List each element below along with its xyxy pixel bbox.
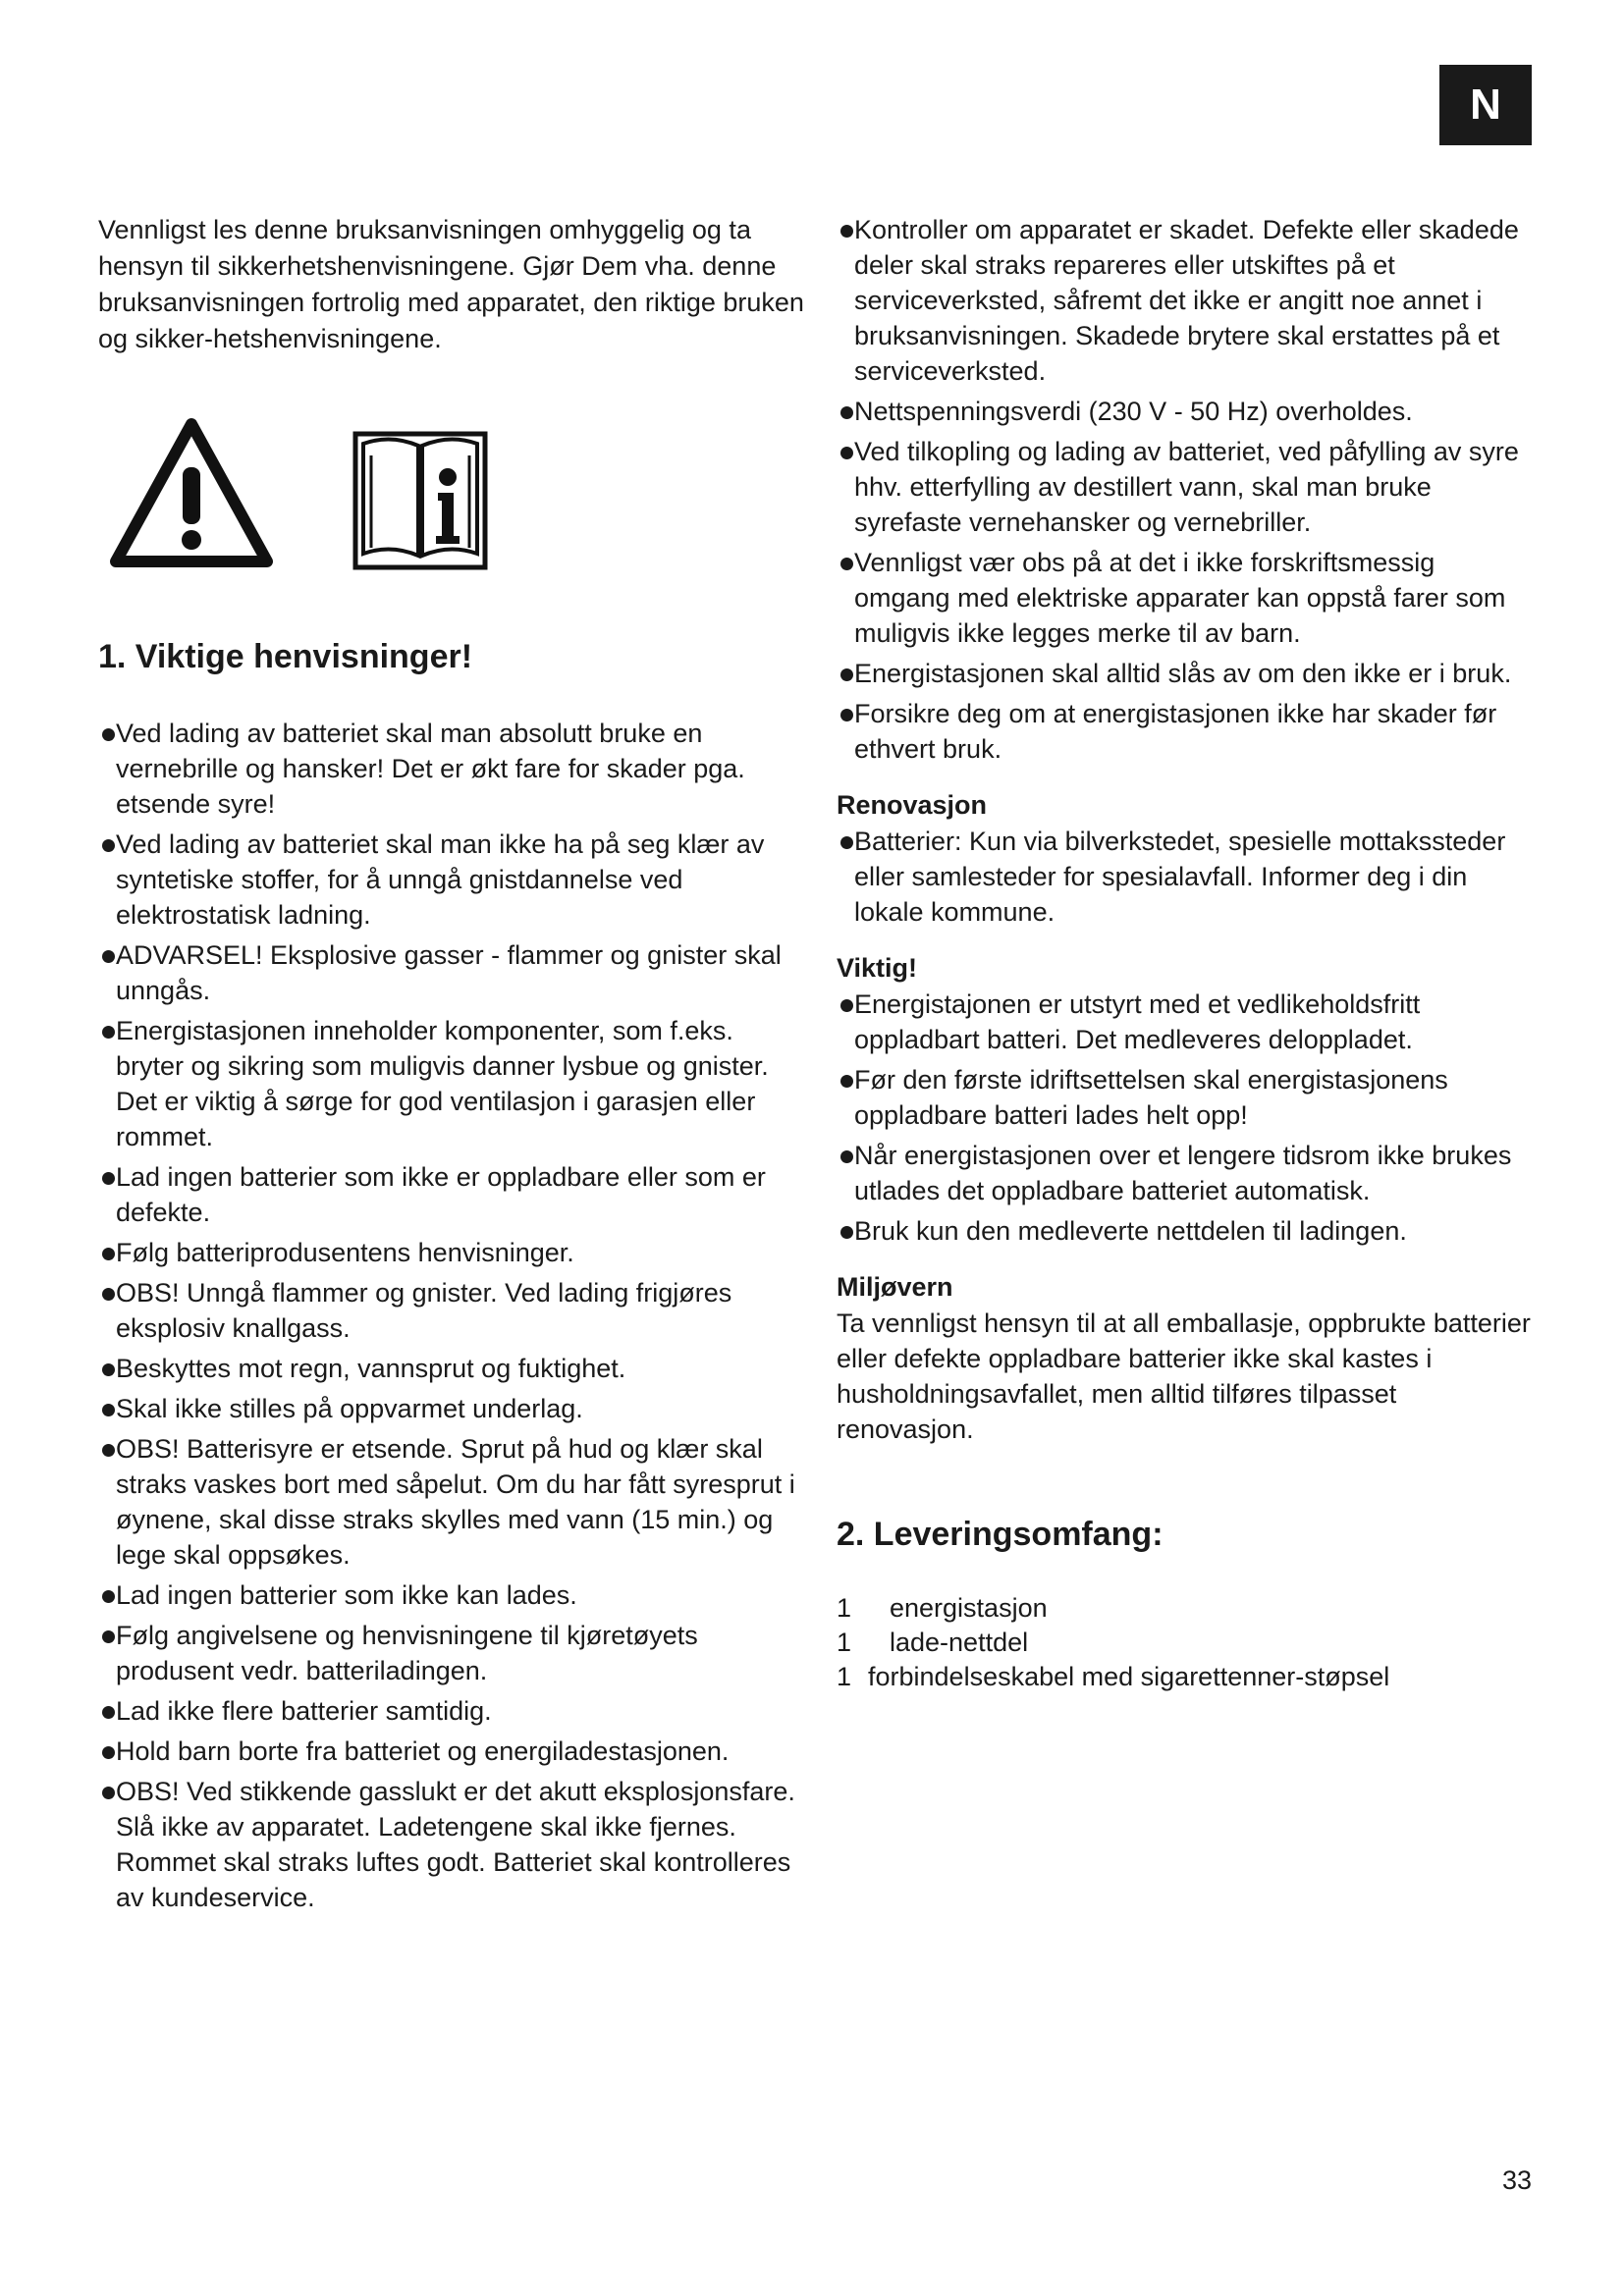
list-item: Bruk kun den medleverte nettdelen til ladingen. (837, 1213, 1534, 1249)
list-item: Når energistasjonen over et lengere tidsrom ikke brukes utlades det oppladbare batteriet automatisk. (837, 1138, 1534, 1208)
list-item: 1 lade-nettdel (837, 1628, 1029, 1657)
list-item: ADVARSEL! Eksplosive gasser - flammer og gnister skal unngås. (98, 937, 805, 1008)
left-column (98, 212, 805, 1920)
renovasjon-list (837, 824, 1534, 930)
intro-text: Vennligst les denne bruksanvisningen omhyggelig og ta hensyn til sikkerhetshenvisningene. Gjør Dem vha. denne bruksanvisningen fortrolig med apparatet, den riktige bruken og sikker-hetshenvisningene. (98, 215, 804, 353)
list-item: Før den første idriftsettelsen skal energistasjonens oppladbare batteri lades helt opp! (837, 1062, 1534, 1133)
right-column (837, 212, 1534, 1694)
list-item: Forsikre deg om at energistasjonen ikke har skader før ethvert bruk. (837, 696, 1534, 767)
list-item: Følg batteriprodusentens henvisninger. (98, 1235, 805, 1270)
scope-of-delivery-list (837, 1591, 1534, 1694)
safety-icons (98, 416, 805, 583)
list-item: Ved lading av batteriet skal man ikke ha på seg klær av syntetiske stoffer, for å unngå gnistdannelse ved elektrostatisk ladning. (98, 827, 805, 933)
list-item: Følg angivelsene og henvisningene til kjøretøyets produsent vedr. batteriladingen. (98, 1618, 805, 1688)
list-item: 1 energistasjon (837, 1593, 1048, 1623)
list-item: Skal ikke stilles på oppvarmet underlag. (98, 1391, 805, 1426)
list-item: Lad ikke flere batterier samtidig. (98, 1693, 805, 1729)
list-item: OBS! Batterisyre er etsende. Sprut på hud og klær skal straks vaskes bort med såpelut. Om du har fått syresprut i øynene, skal disse straks skylles med vann (15 min.) og lege skal oppsøkes. (98, 1431, 805, 1573)
list-item: Lad ingen batterier som ikke er oppladbare eller som er defekte. (98, 1159, 805, 1230)
language-badge: N (1439, 65, 1532, 145)
list-item: Nettspenningsverdi (230 V - 50 Hz) overholdes. (837, 394, 1534, 429)
viktig-list (837, 987, 1534, 1249)
viktig-heading: Viktig! (837, 953, 918, 983)
safety-list-left (98, 716, 805, 1915)
miljovern-text: Ta vennligst hensyn til at all emballasje, oppbrukte batterier eller defekte oppladbare batterier ikke skal kastes i husholdningsavfallet, men alltid tilføres tilpasset renovasjon. (837, 1308, 1531, 1444)
list-item: Energistajonen er utstyrt med et vedlikeholdsfritt oppladbart batteri. Det medleveres deloppladet. (837, 987, 1534, 1057)
page-number: 33 (1502, 2165, 1533, 2195)
info-manual-icon (352, 416, 489, 573)
list-item: Ved lading av batteriet skal man absolutt bruke en vernebrille og hansker! Det er økt fare for skader pga. etsende syre! (98, 716, 805, 822)
list-item: OBS! Ved stikkende gasslukt er det akutt eksplosjonsfare. Slå ikke av apparatet. Ladetengene skal ikke fjernes. Rommet skal straks luftes godt. Batteriet skal kontrolleres av kundeservice. (98, 1774, 805, 1915)
section-1-title: 1. Viktige henvisninger! (98, 638, 473, 675)
warning-triangle-icon (108, 416, 275, 573)
list-item: 1 forbindelseskabel med sigarettenner-støpsel (837, 1662, 1390, 1691)
section-2-title: 2. Leveringsomfang: (837, 1516, 1164, 1553)
list-item: Beskyttes mot regn, vannsprut og fuktighet. (98, 1351, 805, 1386)
safety-list-right (837, 212, 1534, 767)
renovasjon-heading: Renovasjon (837, 790, 988, 820)
list-item: Energistasjonen inneholder komponenter, som f.eks. bryter og sikring som muligvis danner lysbue og gnister. Det er viktig å sørge for god ventilasjon i garasjen eller rommet. (98, 1013, 805, 1154)
list-item: Hold barn borte fra batteriet og energiladestasjonen. (98, 1734, 805, 1769)
list-item: Ved tilkopling og lading av batteriet, ved påfylling av syre hhv. etterfylling av destillert vann, skal man bruke syrefaste vernehansker og vernebriller. (837, 434, 1534, 540)
list-item: Vennligst vær obs på at det i ikke forskriftsmessig omgang med elektriske apparater kan oppstå farer som muligvis ikke legges merke til av barn. (837, 545, 1534, 651)
miljovern-heading: Miljøvern (837, 1272, 953, 1302)
list-item: Energistasjonen skal alltid slås av om den ikke er i bruk. (837, 656, 1534, 691)
list-item: Kontroller om apparatet er skadet. Defekte eller skadede deler skal straks repareres eller utskiftes på et serviceverksted, såfremt det ikke er angitt noe annet i bruksanvisningen. Skadede brytere skal erstattes på et serviceverksted. (837, 212, 1534, 389)
list-item: Batterier: Kun via bilverkstedet, spesielle mottakssteder eller samlesteder for spesialavfall. Informer deg i din lokale kommune. (837, 824, 1534, 930)
list-item: Lad ingen batterier som ikke kan lades. (98, 1577, 805, 1613)
list-item: OBS! Unngå flammer og gnister. Ved lading frigjøres eksplosiv knallgass. (98, 1275, 805, 1346)
